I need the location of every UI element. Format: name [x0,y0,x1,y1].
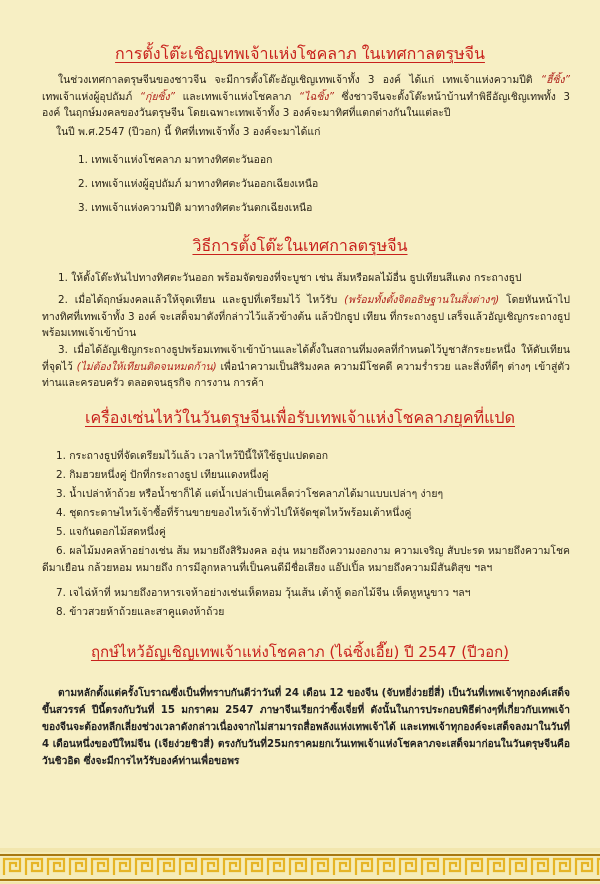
direction-item-3: 3. เทพเจ้าแห่งความปีติ มาทางทิศตะวันตกเฉียงเหนือ [78,202,313,214]
offering-item-1: 1. กระถางธูปที่จัดเตรียมไว้แล้ว เวลาไหว้ปีนี้ให้ใช้ธูปแปดดอก [56,450,329,462]
offering-item-7: 7. เจไฉ่ห้าที่ หมายถึงอาหารเจห้าอย่างเช่นเห็ดหอม วุ้นเส้น เต้าหู้ ดอกไม้จีน เห็ดหูหนูขาว ฯลฯ [56,587,471,599]
section-2-step-3: 3. เมื่อได้อัญเชิญกระถางธูปพร้อมเทพเจ้าเข้าบ้านและได้ตั้งในสถานที่มงคลที่กำหนดไว้บูชาสักระยะหนึ่ง ให้ดับเทียนที่จุดไว้ (ไม่ต้องให้เทียนติดจนหมดก้าน) เพื่อนำความเป็นสิริมงคล ความมีโชคดี ความร่ำรวย และสิ่งที่ดีๆ ต่างๆ เข้าสู่ตัวท่านและครอบครัว ตลอดจนธุรกิจ การงาน การค้า [42,344,570,390]
year-line: ในปี พ.ศ.2547 (ปีวอก) นี้ ทิศที่เทพเจ้าทั้ง 3 องค์จะมาได้แก่ [56,126,321,138]
section-1-title: การตั้งโต๊ะเชิญเทพเจ้าแห่งโชคลาภ ในเทศกาลตรุษจีน [115,44,485,63]
section-2-title: วิธีการตั้งโต๊ะในเทศกาลตรุษจีน [192,236,408,255]
offering-item-5: 5. แจกันดอกไม้สดหนึ่งคู่ [56,526,166,538]
offering-item-3: 3. น้ำเปล่าห้าถ้วย หรือน้ำชาก็ได้ แต่น้ำเปล่าเป็นเคล็ดว่าโชคลาภได้มาแบบเปล่าๆ ง่ายๆ [56,488,444,500]
offering-item-6: 6. ผลไม้มงคลห้าอย่างเช่น ส้ม หมายถึงสิริมงคล องุ่น หมายถึงความงอกงาม ความเจริญ สับปะรด หมายถึงความโชคดีมาเยือน กล้วยหอม หมายถึง การมีลูกหลานที่เป็นคนดีมีชื่อเสียง แอ๊ปเปิ้ล หมายถึงความมีสันติสุข ฯลฯ [42,545,570,574]
section-1-intro: ในช่วงเทศกาลตรุษจีนของชาวจีน จะมีการตั้งโต๊ะอัญเชิญเทพเจ้าทั้ง 3 องค์ ได้แก่ เทพเจ้าแห่งความปีติ “ฮี้ซิ้ง” เทพเจ้าแห่งผู้อุปถัมภ์ “กุ่ยซิ้ง” และเทพเจ้าแห่งโชคลาภ “ไฉซิ้ง” ซึ่งชาวจีนจะตั้งโต๊ะหน้าบ้านทำพิธีอัญเชิญเทพทั้ง 3 องค์ ในฤกษ์มงคลของวันตรุษจีน โดยเฉพาะเทพเจ้าทั้ง 3 องค์จะมาทิศที่แตกต่างกันในแต่ละปี [42,74,570,120]
section-4-title: ฤกษ์ไหว้อัญเชิญเทพเจ้าแห่งโชคลาภ (ไฉ่ซิ้งเอี๊ย) ปี 2547 (ปีวอก) [90,643,510,661]
offering-item-2: 2. กิมฮวยหนึ่งคู่ ปักที่กระถางธูป เทียนแดงหนึ่งคู่ [56,469,269,481]
direction-item-1: 1. เทพเจ้าแห่งโชคลาภ มาทางทิศตะวันออก [78,154,273,166]
section-2-step-2: 2. เมื่อได้ฤกษ์มงคลแล้วให้จุดเทียน และธูปที่เตรียมไว้ ไหว้รับ (พร้อมทั้งตั้งจิตอธิษฐานในสิ่งต่างๆ) โดยหันหน้าไปทางทิศที่เทพเจ้าทั้ง 3 องค์ จะเสด็จมาดังที่กล่าวไว้แล้วข้างต้น แล้วปักธูป เทียน ที่กระถางธูป เสร็จแล้วอัญเชิญกระถางธูปพร้อมเทพเจ้าเข้าบ้าน [42,294,571,340]
section-3-title: เครื่องเซ่นไหว้ในวันตรุษจีนเพื่อรับเทพเจ้าแห่งโชคลาภยุคที่แปด [85,408,515,427]
section-2-step-1: 1. ให้ตั้งโต๊ะหันไปทางทิศตะวันออก พร้อมจัดของที่จะบูชา เช่น ส้มหรือผลไม้อื่น ธูปเทียนสีแดง กระถางธูป [58,272,522,284]
offering-item-8: 8. ข้าวสวยห้าถ้วยและสาคูแดงห้าถ้วย [56,606,225,618]
offering-item-4: 4. ชุดกระดาษไหว้เจ้าซื้อที่ร้านขายของไหว้เจ้าทั่วไปให้จัดชุดไหว้พร้อมเต้าหนึ่งคู่ [56,507,412,519]
section-4-body: ตามหลักตั้งแต่ครั้งโบราณซึ่งเป็นที่ทราบกันดีว่าวันที่ 24 เดือน 12 ของจีน (จับหยี่ง่วยยี่สี่) เป็นวันที่เทพเจ้าทุกองค์เสด็จขึ้นสวรรค์ ปีนี้ตรงกับวันที่ 15 มกราคม 2547 ภาษาจีนเรียกว่าซิ้งเจี่ยที่ ดังนั้นในการประกอบพิธีต่างๆที่เกี่ยวกับเทพเจ้าของจีนจะต้องหลีกเลี่ยงช่วงเวลาดังกล่าวเนื่องจากไม่สามารถสื่อพลังแห่งเทพเจ้าได้ และเทพเจ้าทุกองค์จะเสด็จลงมาในวันที่ 4 เดือนหนึ่งของปีใหม่จีน (เจียง่วยชิวสี่) ตรงกับวันที่25มกราคมยกเว้นเทพเจ้าแห่งโชคลาภจะเสด็จมาก่อนในวันตรุษจีนคือวันชิวอิด ซึ่งจะมีการไหว้รับองค์ท่านเพื่อขอพร [42,688,570,767]
direction-item-2: 2. เทพเจ้าแห่งผู้อุปถัมภ์ มาทางทิศตะวันออกเฉียงเหนือ [78,178,319,190]
decorative-border-pattern [0,852,600,882]
